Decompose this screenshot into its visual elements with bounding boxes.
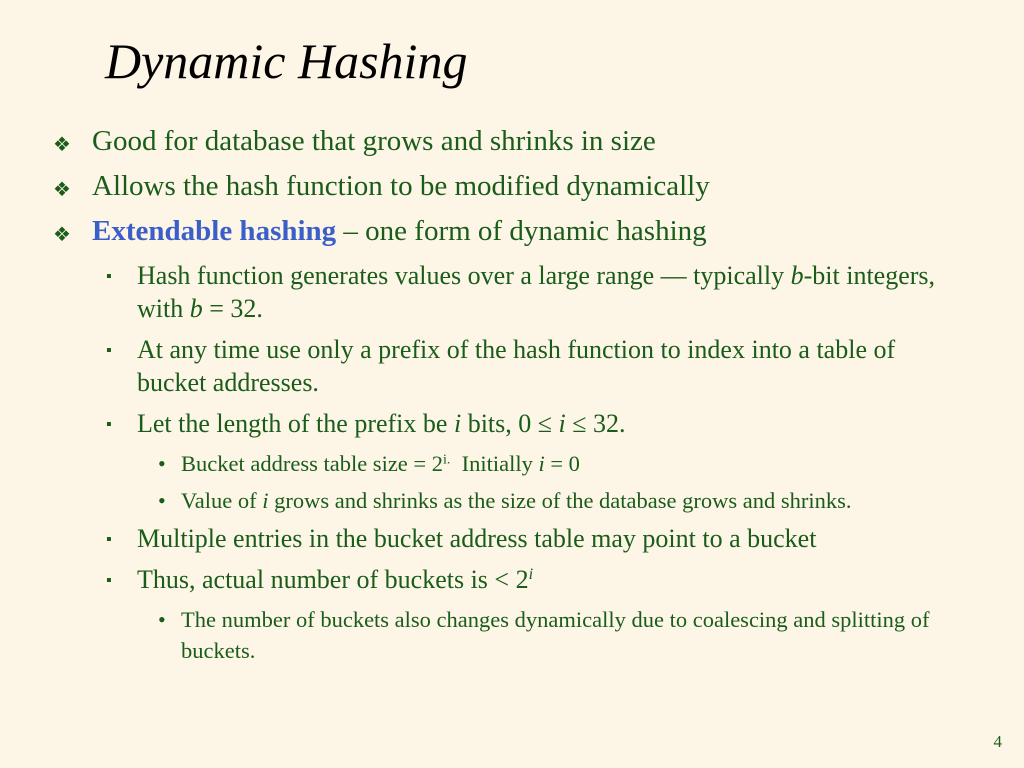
bullet-level2 [0, 407, 957, 440]
slide-content [0, 124, 1024, 672]
bullet-text: ≤ 32. [565, 409, 626, 438]
bullet-text: bits, 0 ≤ [461, 409, 559, 438]
bullet-level2 [0, 259, 957, 325]
bullet-level3 [0, 485, 971, 516]
bullet-text: = 0 [544, 451, 580, 476]
bullet-text: = 32. [202, 294, 263, 323]
bullet-text: Let the length of the prefix be [137, 409, 454, 438]
var-b: b [189, 294, 203, 323]
square-bullet-icon: ▪ [106, 416, 112, 433]
bullet-text: – one form of dynamic hashing [336, 215, 707, 247]
highlight-term: Extendable hashing [92, 215, 337, 247]
diamond-bullet-icon: ❖ [53, 179, 71, 201]
dot-bullet-icon: • [158, 488, 166, 513]
page-number: 4 [993, 732, 1002, 751]
bullet-level3 [0, 604, 971, 666]
bullet-level3 [0, 448, 971, 479]
slide-title: Dynamic Hashing [105, 33, 468, 89]
bullet-text: Hash function generates values over a large range — typically [137, 261, 791, 290]
var-i: i [262, 488, 269, 513]
bullet-text: Thus, actual number of buckets is < 2 [137, 565, 529, 594]
superscript: i. [442, 452, 451, 468]
square-bullet-icon: ▪ [106, 342, 112, 359]
bullet-text: At any time use only a prefix of the hash function to index into a table of bucket addresses. [137, 335, 896, 397]
bullet-level1 [0, 169, 1024, 203]
var-b: b [790, 261, 804, 290]
bullet-text: Initially [450, 451, 539, 476]
bullet-text: Allows the hash function to be modified dynamically [92, 170, 710, 202]
square-bullet-icon: ▪ [106, 268, 112, 285]
bullet-text: Value of [181, 488, 263, 513]
var-i: i [453, 409, 462, 438]
bullet-text: Multiple entries in the bucket address table may point to a bucket [137, 524, 817, 553]
bullet-level2 [0, 563, 957, 596]
dot-bullet-icon: • [158, 607, 166, 632]
bullet-text: Bucket address table size = 2 [181, 451, 443, 476]
bullet-text: -bit integers, with [137, 261, 936, 323]
square-bullet-icon: ▪ [106, 572, 112, 589]
var-i: i [538, 451, 545, 476]
var-i: i [528, 566, 534, 584]
superscript [529, 566, 533, 583]
dot-bullet-icon: • [158, 451, 166, 476]
bullet-text: Good for database that grows and shrinks in size [92, 125, 656, 157]
bullet-text: The number of buckets also changes dynamically due to coalescing and splitting of buckets. [181, 607, 930, 663]
bullet-level1 [0, 214, 1024, 248]
bullet-level2 [0, 333, 957, 399]
var-i: i [558, 409, 566, 438]
diamond-bullet-icon: ❖ [53, 134, 71, 156]
square-bullet-icon: ▪ [106, 531, 112, 548]
bullet-level2 [0, 522, 957, 555]
diamond-bullet-icon: ❖ [53, 224, 71, 246]
bullet-text: grows and shrinks as the size of the database grows and shrinks. [268, 488, 852, 513]
bullet-level1 [0, 124, 1024, 158]
